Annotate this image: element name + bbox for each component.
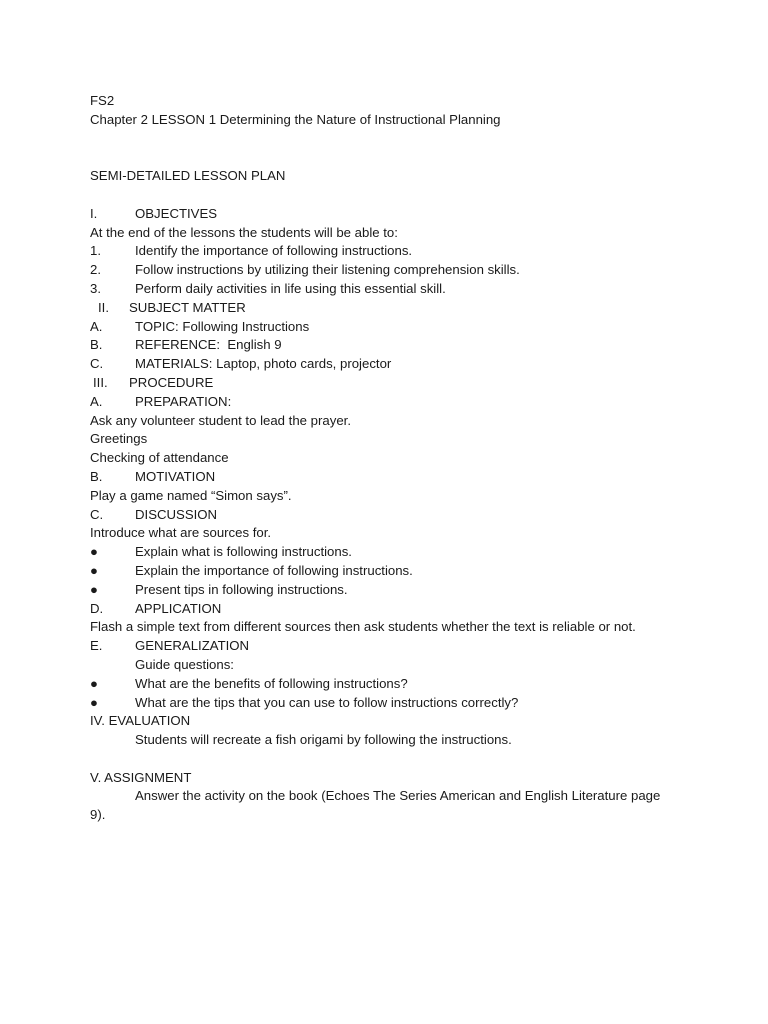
generalization-bullet (90, 675, 730, 694)
item-marker: 2. (90, 262, 101, 278)
assignment-text: Answer the activity on the book (Echoes The Series American and English Literature page 9). (90, 788, 661, 823)
plan-title: SEMI-DETAILED LESSON PLAN (90, 168, 286, 184)
bullet-text: What are the benefits of following instructions? (135, 675, 408, 691)
section-objectives-heading (90, 205, 730, 224)
preparation-line: Checking of attendance (90, 450, 229, 466)
item-marker: B. (90, 468, 103, 484)
generalization-heading (90, 637, 730, 656)
item-marker: 3. (90, 280, 101, 296)
application-heading (90, 600, 730, 619)
course-code: FS2 (90, 93, 115, 108)
section-marker: II. (98, 299, 109, 315)
generalization-bullet (90, 694, 730, 713)
generalization-subheading: Guide questions: (135, 656, 234, 672)
lesson-plan-document (90, 92, 730, 825)
objectives-intro: At the end of the lessons the students will be able to: (90, 224, 398, 240)
bullet-icon: ● (90, 694, 98, 710)
bullet-text: Present tips in following instructions. (135, 581, 348, 597)
preparation-heading (90, 393, 730, 412)
item-text: DISCUSSION (135, 506, 218, 522)
item-text: Follow instructions by utilizing their listening comprehension skills. (135, 262, 520, 278)
objective-item (90, 280, 730, 299)
bullet-icon: ● (90, 562, 98, 578)
bullet-icon: ● (90, 675, 98, 691)
bullet-text: What are the tips that you can use to follow instructions correctly? (135, 694, 519, 710)
discussion-bullet (90, 562, 730, 581)
item-marker: E. (90, 638, 103, 654)
motivation-heading (90, 468, 730, 487)
motivation-text: Play a game named “Simon says”. (90, 487, 292, 503)
bullet-icon: ● (90, 581, 98, 597)
preparation-line: Greetings (90, 431, 148, 447)
discussion-bullet (90, 543, 730, 562)
item-text: GENERALIZATION (135, 638, 250, 654)
item-text: Identify the importance of following instructions. (135, 243, 413, 259)
item-marker: C. (90, 356, 104, 372)
section-assignment-heading: V. ASSIGNMENT (90, 769, 192, 785)
evaluation-text: Students will recreate a fish origami by following the instructions. (135, 732, 512, 748)
discussion-intro: Introduce what are sources for. (90, 525, 272, 541)
subject-item (90, 318, 730, 337)
bullet-text: Explain what is following instructions. (135, 544, 352, 560)
item-text: PREPARATION: (135, 393, 232, 409)
spacer (90, 750, 730, 769)
item-text: MOTIVATION (135, 468, 216, 484)
bullet-text: Explain the importance of following instructions. (135, 562, 413, 578)
item-text: REFERENCE: English 9 (135, 337, 282, 353)
item-marker: A. (90, 393, 103, 409)
preparation-line: Ask any volunteer student to lead the prayer. (90, 412, 351, 428)
item-marker: C. (90, 506, 104, 522)
section-procedure-heading (90, 374, 730, 393)
section-marker: III. (93, 374, 108, 390)
application-text: Flash a simple text from different sources then ask students whether the text is reliable or not. (90, 619, 636, 635)
spacer (90, 130, 730, 149)
item-text: MATERIALS: Laptop, photo cards, projector (135, 356, 392, 372)
section-marker: I. (90, 205, 98, 221)
item-text: APPLICATION (135, 600, 222, 616)
section-heading: SUBJECT MATTER (129, 299, 246, 315)
section-heading: PROCEDURE (129, 374, 214, 390)
subject-item (90, 355, 730, 374)
section-evaluation-heading: IV. EVALUATION (90, 713, 191, 729)
bullet-icon: ● (90, 544, 98, 560)
spacer (90, 148, 730, 167)
item-text: TOPIC: Following Instructions (135, 318, 310, 334)
spacer (90, 186, 730, 205)
item-marker: D. (90, 600, 104, 616)
discussion-heading (90, 506, 730, 525)
objective-item (90, 261, 730, 280)
item-text: Perform daily activities in life using this essential skill. (135, 280, 446, 296)
section-heading: OBJECTIVES (135, 205, 218, 221)
item-marker: B. (90, 337, 103, 353)
section-subject-matter-heading (90, 299, 730, 318)
item-marker: A. (90, 318, 103, 334)
subject-item (90, 336, 730, 355)
objective-item (90, 242, 730, 261)
chapter-title: Chapter 2 LESSON 1 Determining the Nature of Instructional Planning (90, 111, 501, 127)
item-marker: 1. (90, 243, 101, 259)
discussion-bullet (90, 581, 730, 600)
